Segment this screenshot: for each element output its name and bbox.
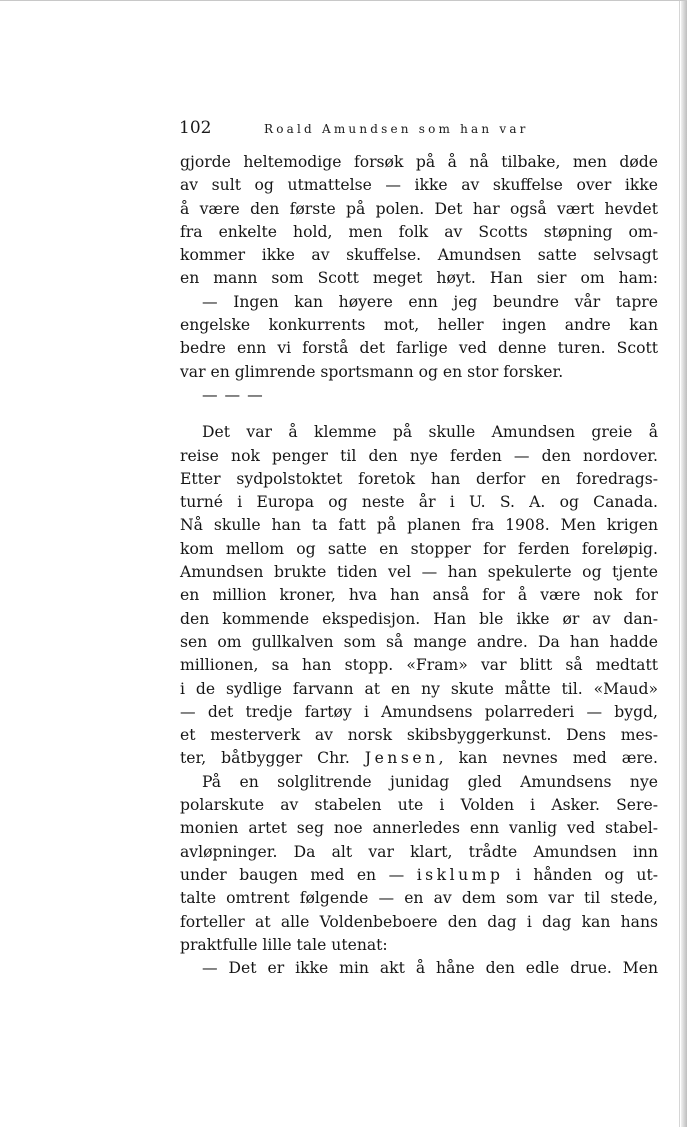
text-line: monien artet seg noe annerledes enn vanlig ved stabel- (180, 819, 658, 838)
text-line: å være den første på polen. Det har også vært hevdet (180, 199, 658, 218)
text-line: Nå skulle han ta fatt på planen fra 1908. Men krigen (180, 516, 658, 535)
text-line: var en glimrende sportsmann og en stor forsker. (180, 362, 564, 381)
text-line-mixed (180, 747, 658, 770)
page-edge-shadow (681, 1, 687, 1127)
text-line: et mesterverk av norsk skibsbyggerkunst. Dens mes- (180, 726, 658, 745)
section-separator: — — — (202, 385, 264, 404)
body-text (180, 151, 658, 980)
text-line: millionen, sa han stopp. «Fram» var blitt så medtatt (180, 656, 658, 675)
text-line: forteller at alle Voldenbeboere den dag i dag kan hans (180, 912, 658, 931)
text-line: — Det er ikke min akt å håne den edle drue. Men (202, 959, 658, 978)
text-fragment: under baugen med en — (180, 865, 417, 884)
text-line: i de sydlige farvann at en ny skute måtte til. «Maud» (180, 679, 658, 698)
text-line: en million kroner, hva han anså for å være nok for (180, 586, 658, 605)
text-line: polarskute av stabelen ute i Volden i Asker. Sere- (180, 796, 658, 815)
text-fragment: , kan nevnes med ære. (438, 749, 658, 768)
text-line: — Ingen kan høyere enn jeg beundre vår tapre (202, 292, 658, 311)
text-line: bedre enn vi forstå det farlige ved denne turen. Scott (180, 339, 658, 358)
text-line: en mann som Scott meget høyt. Han sier om ham: (180, 269, 658, 288)
text-line: turné i Europa og neste år i U. S. A. og Canada. (180, 493, 658, 512)
text-line: På en solglitrende junidag gled Amundsens nye (202, 772, 658, 791)
text-line: gjorde heltemodige forsøk på å nå tilbake, men døde (180, 153, 658, 171)
text-line: kommer ikke av skuffelse. Amundsen satte selvsagt (180, 246, 658, 265)
text-line: talte omtrent følgende — en av dem som var til stede, (180, 889, 658, 908)
text-line: av sult og utmattelse — ikke av skuffelse over ikke (180, 176, 658, 195)
section-gap (180, 407, 658, 421)
running-title: Roald Amundsen som han var (264, 122, 529, 136)
text-fragment: i hånden og ut- (503, 865, 658, 884)
text-line: Etter sydpolstoktet foretok han derfor en foredrags- (180, 469, 658, 488)
text-line: Amundsen brukte tiden vel — han spekulerte og tjente (180, 563, 658, 582)
text-line: avløpninger. Da alt var klart, trådte Amundsen inn (180, 842, 658, 861)
running-head (179, 116, 609, 140)
text-line: reise nok penger til den nye ferden — den nordover. (180, 446, 658, 465)
text-line: engelske konkurrents mot, heller ingen andre kan (180, 316, 658, 335)
text-line: kom mellom og satte en stopper for ferden foreløpig. (180, 539, 658, 558)
spaced-name: Jensen (364, 749, 439, 768)
text-line-mixed (180, 864, 658, 887)
text-line: sen om gullkalven som så mange andre. Da han hadde (180, 632, 658, 651)
text-line: — det tredje fartøy i Amundsens polarrederi — bygd, (180, 702, 658, 721)
text-line: praktfulle lille tale utenat: (180, 935, 388, 954)
text-line: den kommende ekspedisjon. Han ble ikke ør av dan- (180, 609, 658, 628)
text-line: fra enkelte hold, men folk av Scotts støpning om- (180, 222, 658, 241)
page-number: 102 (179, 118, 212, 138)
text-fragment: ter, båtbygger Chr. (180, 749, 365, 768)
text-line: Det var å klemme på skulle Amundsen greie å (202, 423, 658, 442)
spaced-word: isklump (416, 865, 504, 884)
